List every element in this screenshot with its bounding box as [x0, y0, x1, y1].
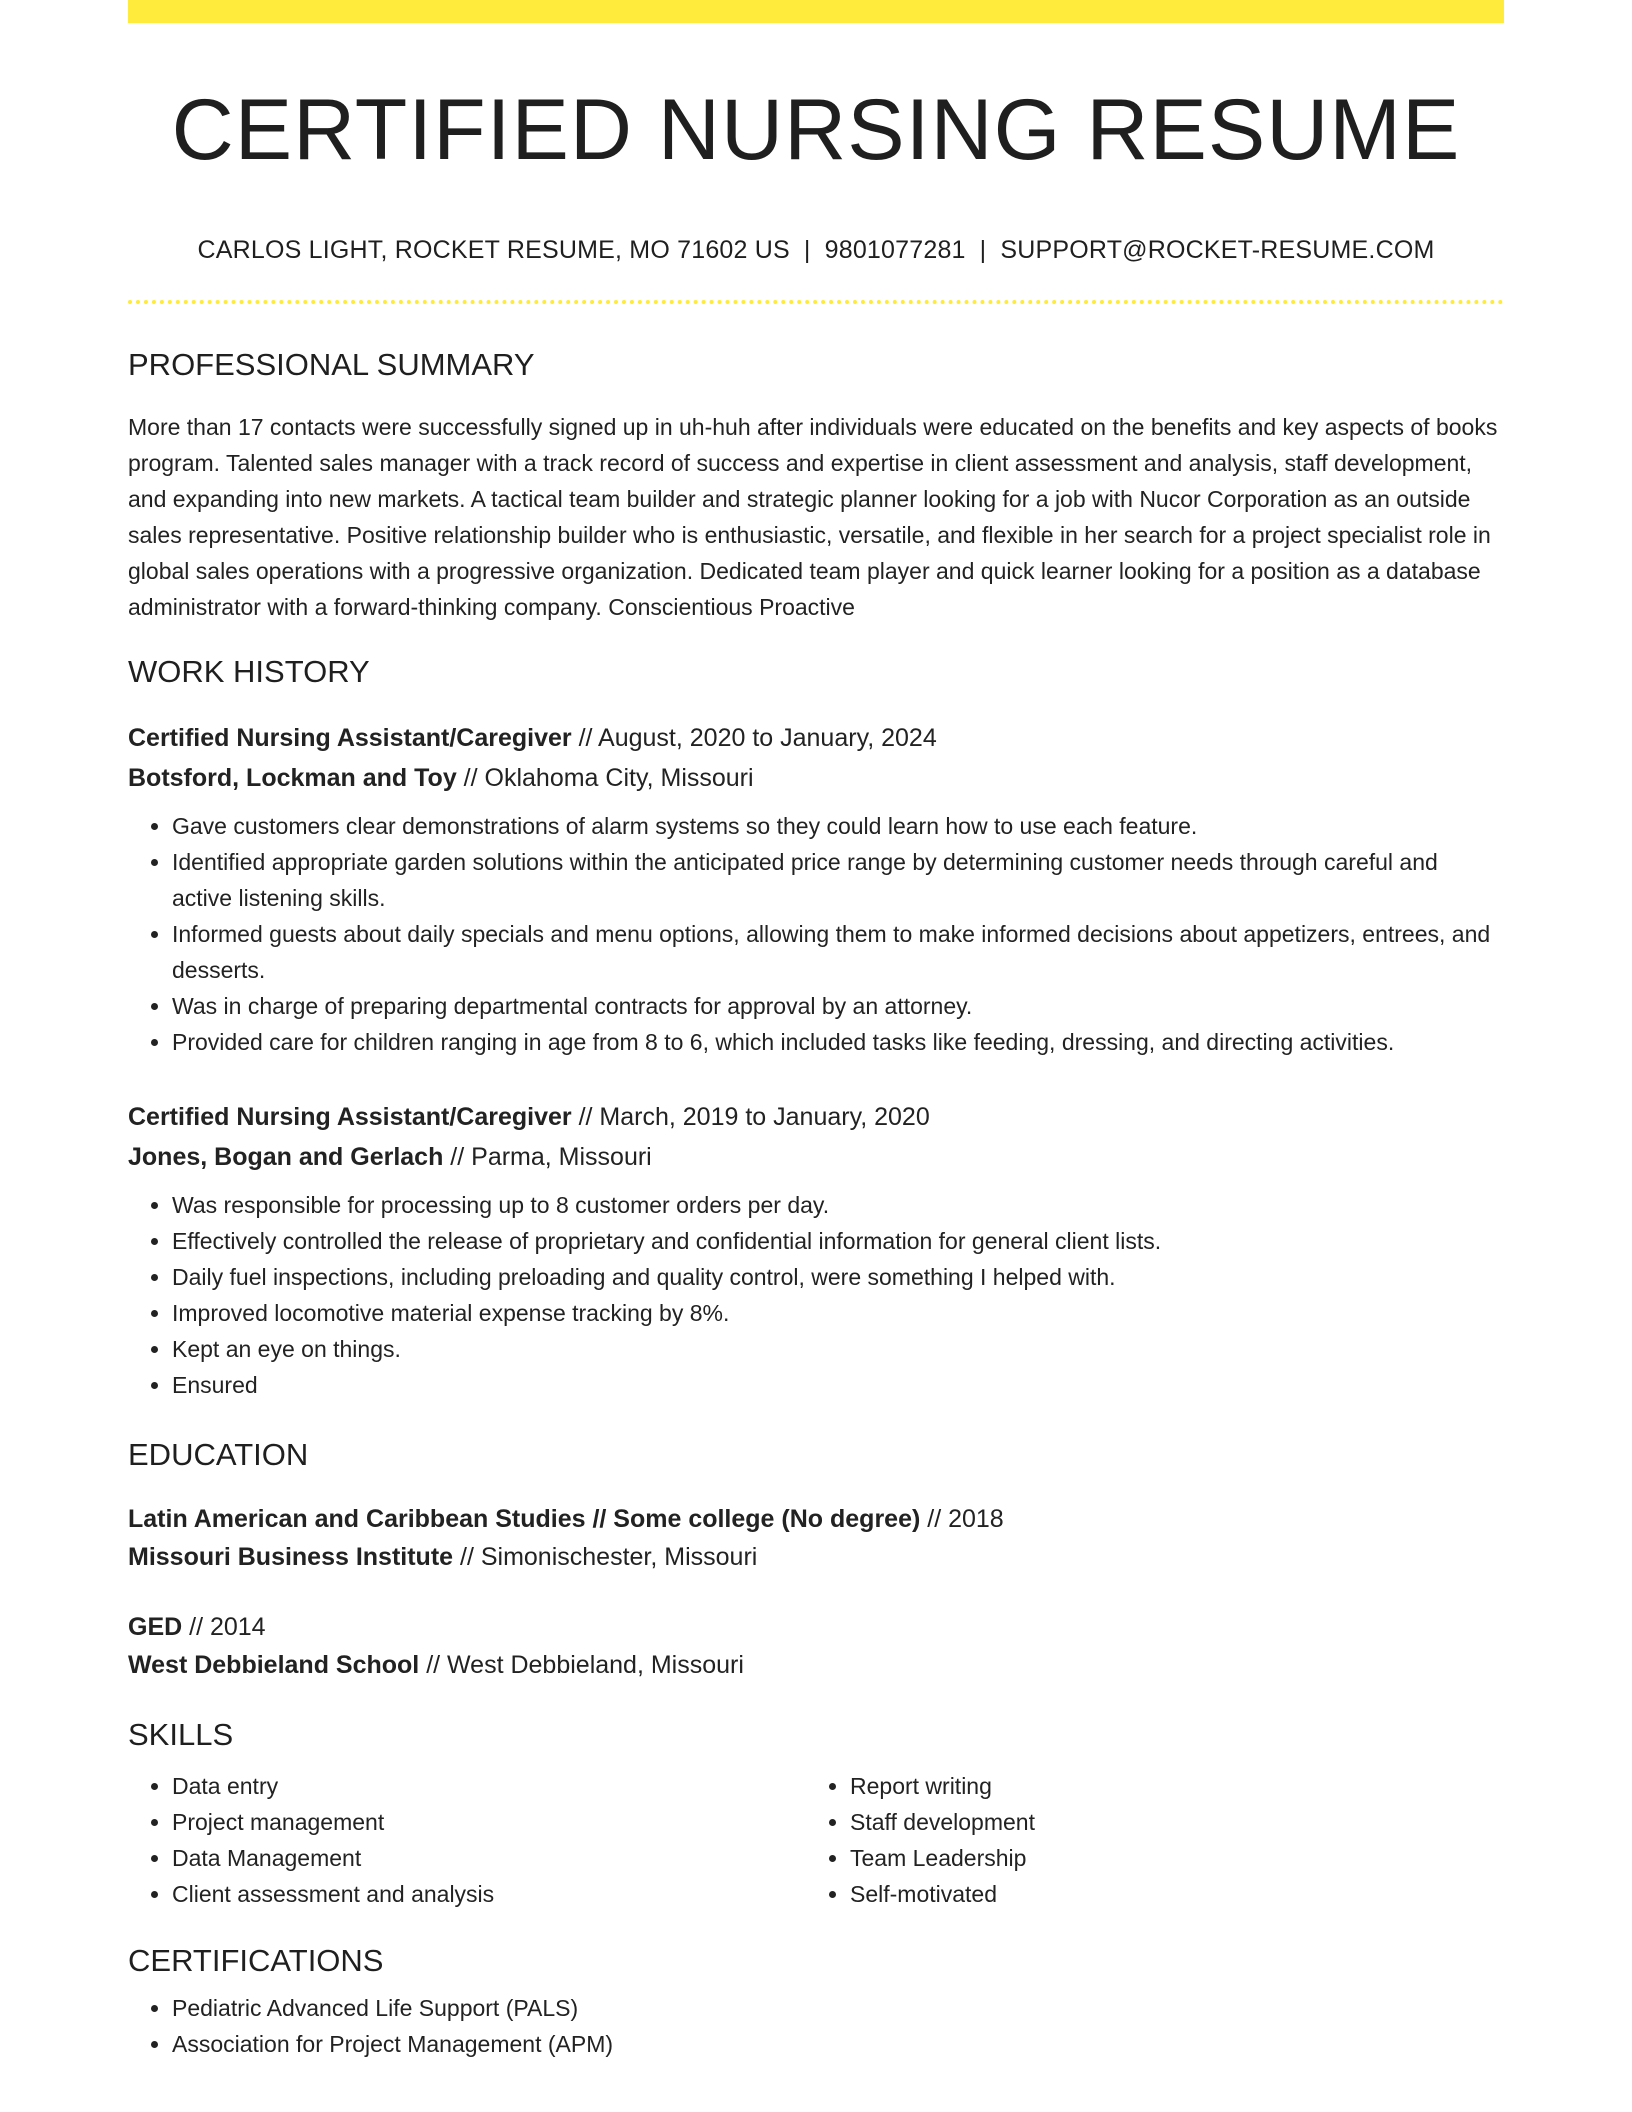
education-school: West Debbieland School	[128, 1651, 420, 1679]
education-location: // Simonischester, Missouri	[453, 1543, 758, 1571]
education-school: Missouri Business Institute	[128, 1543, 454, 1571]
job-bullet: • Provided care for children ranging in age from 8 to 6, which included tasks like feeding, dressing, and directing activities.	[172, 1024, 1504, 1060]
work-history-heading: WORK HISTORY	[128, 654, 370, 689]
education-school-line	[128, 1646, 1504, 1684]
job-bullet: • Effectively controlled the release of proprietary and confidential information for general client lists.	[172, 1223, 1504, 1259]
education-year: // 2014	[182, 1613, 266, 1641]
job-title: Certified Nursing Assistant/Caregiver	[128, 1103, 572, 1131]
summary-heading: PROFESSIONAL SUMMARY	[128, 347, 535, 382]
education-entry	[128, 1608, 1504, 1684]
contact-separator: |	[979, 236, 987, 264]
dotted-divider	[128, 300, 1504, 304]
skill-item: • Team Leadership	[850, 1840, 1484, 1876]
job-bullet: • Improved locomotive material expense tracking by 8%.	[172, 1295, 1504, 1331]
job-bullet: • Identified appropriate garden solutions within the anticipated price range by determining customer needs through careful and active listening skills.	[172, 844, 1504, 916]
skills-columns	[128, 1768, 1504, 1912]
job-company-line	[128, 758, 1504, 798]
summary-text: More than 17 contacts were successfully signed up in uh-huh after individuals were educated on the benefits and key aspects of books program. Talented sales manager with a track record of success and expertise in client assessment and analysis, staff development, and expanding into new markets. A tactical team builder and strategic planner looking for a job with Nucor Corporation as an outside sales representative. Positive relationship builder who is enthusiastic, versatile, and flexible in her search for a project specialist role in global sales operations with a progressive organization. Dedicated team player and quick learner looking for a position as a database administrator with a forward-thinking company. Conscientious Proactive	[128, 414, 1498, 620]
contact-line	[128, 234, 1504, 266]
job-bullet: • Gave customers clear demonstrations of alarm systems so they could learn how to use each feature.	[172, 808, 1504, 844]
certifications-heading: CERTIFICATIONS	[128, 1943, 384, 1978]
job-title: Certified Nursing Assistant/Caregiver	[128, 724, 572, 752]
job-location: // Oklahoma City, Missouri	[456, 764, 754, 792]
skill-item: • Client assessment and analysis	[172, 1876, 806, 1912]
contact-separator: |	[803, 236, 811, 264]
skill-item: • Staff development	[850, 1804, 1484, 1840]
education-degree-line	[128, 1608, 1504, 1646]
job-bullets	[128, 1187, 1504, 1403]
contact-email: SUPPORT@ROCKET-RESUME.COM	[1000, 236, 1435, 264]
job-dates: // March, 2019 to January, 2020	[571, 1103, 930, 1131]
job-company: Jones, Bogan and Gerlach	[128, 1143, 444, 1171]
job-location: // Parma, Missouri	[443, 1143, 652, 1171]
job-company: Botsford, Lockman and Toy	[128, 764, 457, 792]
education-school-line	[128, 1538, 1504, 1576]
job-bullet: • Daily fuel inspections, including preloading and quality control, were something I helped with.	[172, 1259, 1504, 1295]
skill-item: • Data Management	[172, 1840, 806, 1876]
job-bullet: • Informed guests about daily specials and menu options, allowing them to make informed decisions about appetizers, entrees, and desserts.	[172, 916, 1504, 988]
education-degree-line	[128, 1500, 1504, 1538]
job-entry	[128, 718, 1504, 1060]
job-entry	[128, 1097, 1504, 1403]
skill-item: • Report writing	[850, 1768, 1484, 1804]
job-title-line	[128, 718, 1504, 758]
job-dates: // August, 2020 to January, 2024	[571, 724, 937, 752]
skill-item: • Data entry	[172, 1768, 806, 1804]
job-bullet: • Ensured	[172, 1367, 1504, 1403]
contact-phone: 9801077281	[824, 236, 966, 264]
skills-list-left	[128, 1768, 806, 1912]
education-heading: EDUCATION	[128, 1437, 309, 1472]
resume-content	[128, 0, 1504, 2062]
education-entry	[128, 1500, 1504, 1576]
skills-heading: SKILLS	[128, 1717, 234, 1752]
contact-address: CARLOS LIGHT, ROCKET RESUME, MO 71602 US	[197, 236, 790, 264]
job-bullet: • Was in charge of preparing departmental contracts for approval by an attorney.	[172, 988, 1504, 1024]
job-title-line	[128, 1097, 1504, 1137]
certification-item: • Association for Project Management (APM)	[172, 2026, 1504, 2062]
skill-item: • Self-motivated	[850, 1876, 1484, 1912]
education-location: // West Debbieland, Missouri	[419, 1651, 744, 1679]
skills-list-right	[806, 1768, 1484, 1912]
education-degree: Latin American and Caribbean Studies // Some college (No degree)	[128, 1505, 921, 1533]
job-bullets	[128, 808, 1504, 1060]
resume-title: CERTIFIED NURSING RESUME	[171, 82, 1461, 178]
certifications-list	[128, 1990, 1504, 2062]
job-bullet: • Was responsible for processing up to 8 customer orders per day.	[172, 1187, 1504, 1223]
skill-item: • Project management	[172, 1804, 806, 1840]
certification-item: • Pediatric Advanced Life Support (PALS)	[172, 1990, 1504, 2026]
job-bullet: • Kept an eye on things.	[172, 1331, 1504, 1367]
education-year: // 2018	[920, 1505, 1004, 1533]
job-company-line	[128, 1137, 1504, 1177]
education-degree: GED	[128, 1613, 183, 1641]
